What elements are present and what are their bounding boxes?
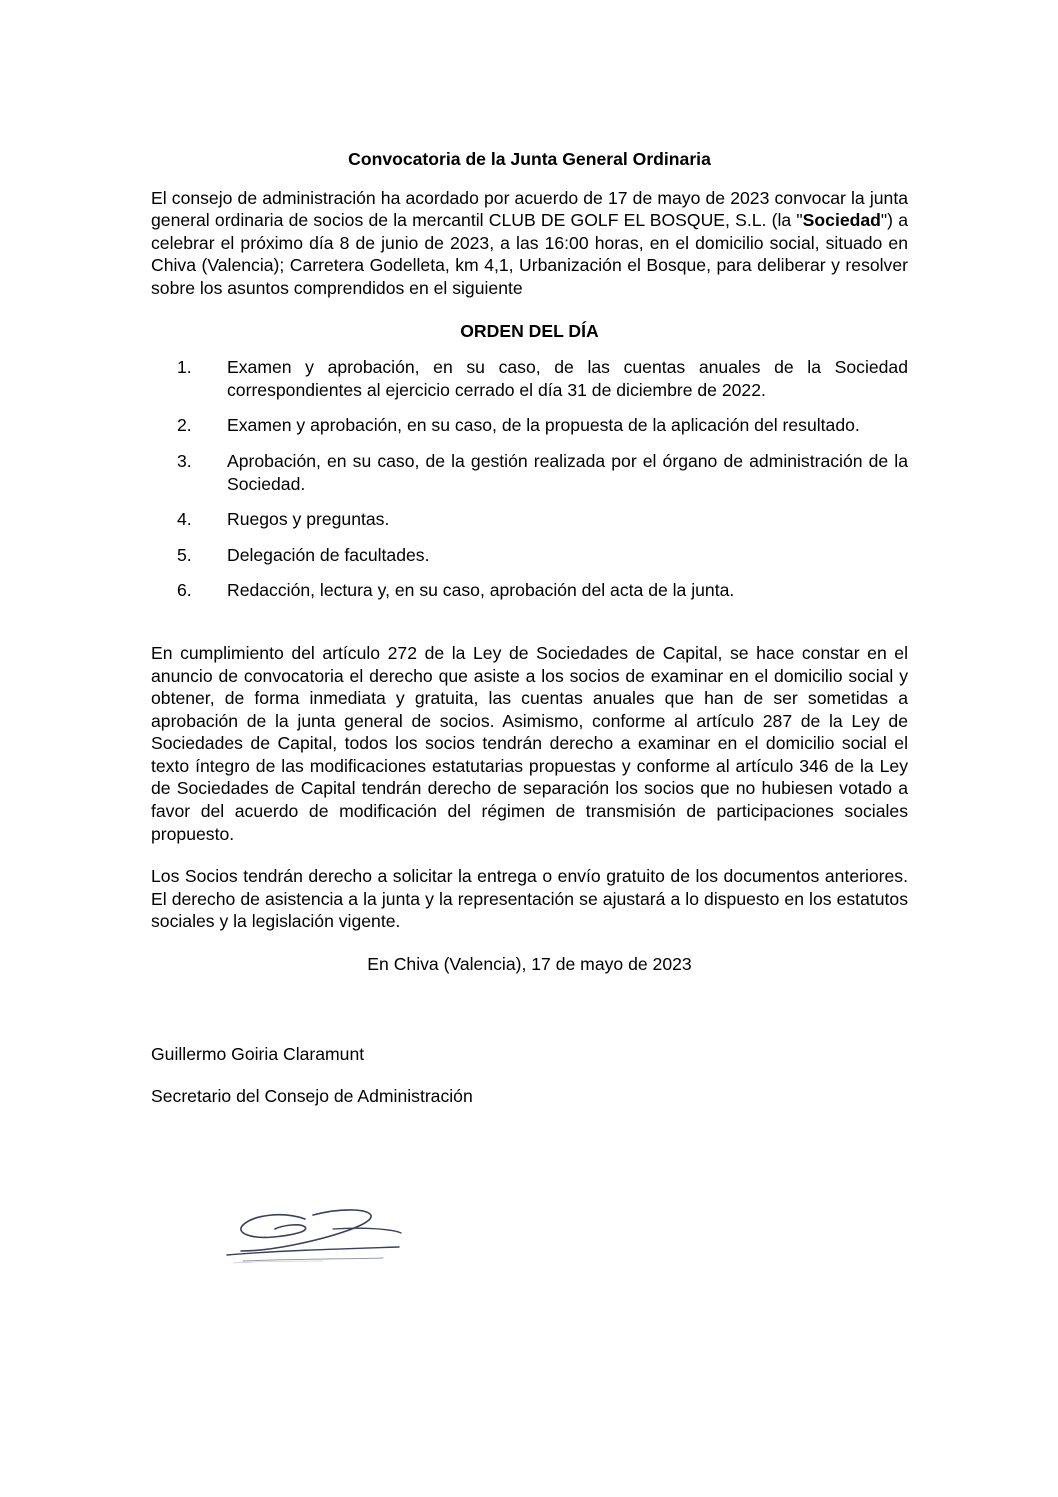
agenda-title: ORDEN DEL DÍA [460, 320, 599, 341]
intro-text-start: El consejo de administración ha acordado por acuerdo de 17 de mayo de 2023 convocar la junta general ordinaria de socios de la mercantil CLUB DE GOLF EL BOSQUE, S.L. (la " [151, 187, 908, 231]
agenda-item-text: Examen y aprobación, en su caso, de la propuesta de la aplicación del resultado. [227, 415, 860, 436]
handwritten-signature-icon [213, 1203, 413, 1287]
agenda-item [151, 414, 908, 437]
agenda-item-number: 3. [177, 450, 192, 471]
documents-paragraph: Los Socios tendrán derecho a solicitar la entrega o envío gratuito de los documentos anteriores. El derecho de asistencia a la junta y la representación se ajustará a lo dispuesto en los estatutos sociales y la legislación vigente. [151, 866, 908, 932]
legal-section [151, 642, 908, 933]
agenda-item [151, 356, 908, 401]
agenda-item-number: 6. [177, 580, 192, 601]
agenda-list [151, 356, 908, 602]
agenda-item [151, 450, 908, 495]
agenda-item-number: 2. [177, 415, 192, 436]
intro-text-end: ") a celebrar el próximo día 8 de junio de 2023, a las 16:00 horas, en el domicilio social, situado en Chiva (Valencia); Carretera Godelleta, km 4,1, Urbanización el Bosque, para deliberar y resolver sobre los asuntos comprendidos en el siguiente [151, 210, 908, 298]
signer-name: Guillermo Goiria Claramunt [151, 1043, 365, 1064]
intro-bold-term: Sociedad [802, 210, 881, 231]
agenda-item-text: Delegación de facultades. [227, 544, 430, 565]
agenda-item-number: 4. [177, 509, 192, 530]
place-date-line: En Chiva (Valencia), 17 de mayo de 2023 [367, 954, 692, 975]
document-title: Convocatoria de la Junta General Ordinaria [348, 149, 711, 169]
signer-role: Secretario del Consejo de Administración [151, 1086, 473, 1107]
agenda-item [151, 579, 908, 602]
agenda-item-text: Aprobación, en su caso, de la gestión realizada por el órgano de administración de la Sociedad. [227, 450, 908, 494]
agenda-item [151, 508, 908, 531]
legal-paragraph: En cumplimiento del artículo 272 de la Ley de Sociedades de Capital, se hace constar en el anuncio de convocatoria el derecho que asiste a los socios de examinar en el domicilio social y obtener, de forma inmediata y gratuita, las cuentas anuales que han de ser sometidas a aprobación de la junta general de socios. Asimismo, conforme al artículo 287 de la Ley de Sociedades de Capital, todos los socios tendrán derecho a examinar en el domicilio social el texto íntegro de las modificaciones estatutarias propuestas y conforme al artículo 346 de la Ley de Sociedades de Capital tendrán derecho de separación los socios que no hubiesen votado a favor del acuerdo de modificación del régimen de transmisión de participaciones sociales propuesto. [151, 642, 908, 844]
agenda-item-number: 5. [177, 544, 192, 565]
agenda-item [151, 544, 908, 567]
intro-paragraph [151, 187, 908, 300]
agenda-item-number: 1. [177, 357, 192, 378]
document-body [151, 148, 908, 1108]
agenda-item-text: Ruegos y preguntas. [227, 509, 390, 530]
agenda-item-text: Redacción, lectura y, en su caso, aprobación del acta de la junta. [227, 580, 735, 601]
agenda-item-text: Examen y aprobación, en su caso, de las cuentas anuales de la Sociedad correspondientes al ejercicio cerrado el día 31 de diciembre de 2022. [227, 357, 908, 400]
